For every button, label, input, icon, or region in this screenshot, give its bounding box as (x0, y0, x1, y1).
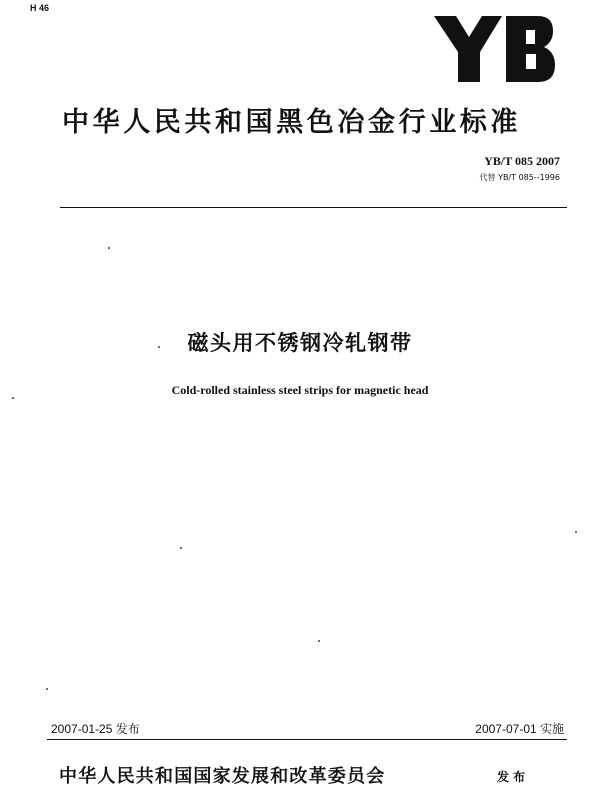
standard-number: YB/T 085 2007 (484, 154, 560, 168)
scan-speck (318, 640, 320, 642)
scan-speck (108, 247, 110, 249)
yb-logo (432, 14, 556, 84)
scan-speck (12, 397, 14, 399)
issuing-authority: 中华人民共和国国家发展和改革委员会 (59, 766, 386, 787)
issue-date: 2007-01-25 发布 (51, 722, 140, 736)
implementation-date: 2007-07-01 实施 (475, 722, 564, 736)
document-title-english: Cold-rolled stainless steel strips for magnetic head (171, 383, 429, 397)
scan-speck (46, 688, 48, 690)
top-divider (60, 207, 567, 208)
standard-category-title: 中华人民共和国黑色冶金行业标准 (62, 107, 521, 138)
scan-speck (180, 547, 182, 549)
scan-speck (575, 531, 577, 533)
issue-action: 发布 (497, 770, 530, 784)
scan-speck (158, 346, 160, 348)
document-title-chinese: 磁头用不锈钢冷轧钢带 (187, 331, 413, 355)
replaces-note: 代替 YB/T 085--1996 (479, 173, 560, 182)
bottom-divider (47, 739, 567, 740)
classification-code: H 46 (30, 3, 50, 13)
